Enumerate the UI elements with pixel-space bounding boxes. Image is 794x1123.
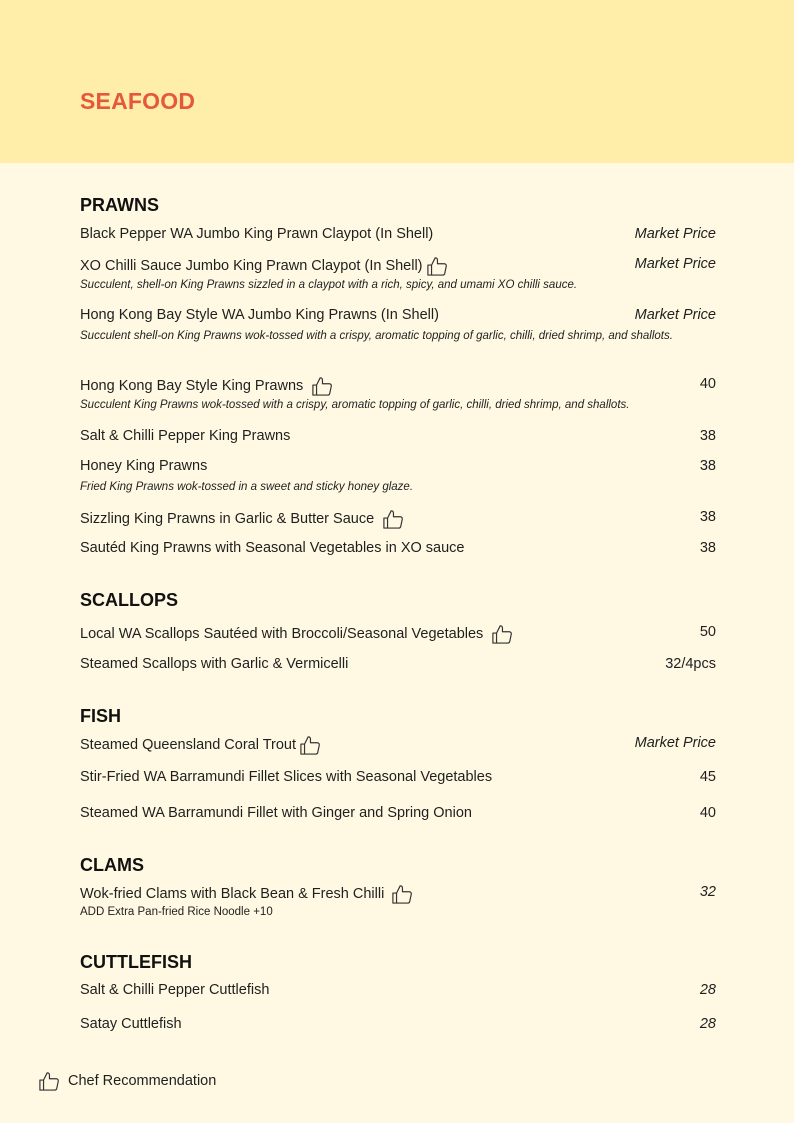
item-price: 32/4pcs xyxy=(665,656,716,672)
item-name: Sautéd King Prawns with Seasonal Vegetables in XO sauce xyxy=(80,540,465,556)
item-name: Steamed Scallops with Garlic & Vermicelli xyxy=(80,656,349,672)
item-name: Stir-Fried WA Barramundi Fillet Slices with Seasonal Vegetables xyxy=(80,769,493,785)
item-price: Market Price xyxy=(634,307,716,323)
item-price: 50 xyxy=(699,624,716,640)
item-name-with-icon xyxy=(80,735,321,755)
menu-item xyxy=(80,982,716,1002)
section-title-prawns: PRAWNS xyxy=(80,195,160,215)
item-description: Succulent King Prawns wok-tossed with a crispy, aromatic topping of garlic, chilli, dried shrimp, and shallots. xyxy=(80,399,630,411)
item-name: Sizzling King Prawns in Garlic & Butter Sauce xyxy=(80,511,375,527)
thumbs-up-icon xyxy=(299,735,321,755)
thumbs-up-icon xyxy=(311,376,333,396)
menu-item xyxy=(80,884,716,918)
item-description: Fried King Prawns wok-tossed in a sweet and sticky honey glaze. xyxy=(80,481,414,493)
item-note: ADD Extra Pan-fried Rice Noodle +10 xyxy=(80,906,273,918)
menu-item xyxy=(80,376,716,414)
item-name: Steamed WA Barramundi Fillet with Ginger and Spring Onion xyxy=(80,805,472,821)
item-price: Market Price xyxy=(634,226,716,242)
item-name: Satay Cuttlefish xyxy=(80,1016,182,1032)
item-price: Market Price xyxy=(634,256,716,272)
item-description: Succulent, shell-on King Prawns sizzled in a claypot with a rich, spicy, and umami XO chilli sauce. xyxy=(80,279,578,291)
menu-item xyxy=(80,256,716,294)
menu-item xyxy=(80,540,716,560)
item-name: Wok-fried Clams with Black Bean & Fresh Chilli xyxy=(80,886,385,902)
item-name: Salt & Chilli Pepper Cuttlefish xyxy=(80,982,270,998)
item-name-with-icon xyxy=(80,256,448,276)
item-price: 38 xyxy=(699,428,716,444)
menu-item xyxy=(80,307,716,345)
item-name: Honey King Prawns xyxy=(80,458,208,474)
legend-label: Chef Recommendation xyxy=(68,1073,217,1089)
item-name: Steamed Queensland Coral Trout xyxy=(80,737,297,753)
item-price: 32 xyxy=(699,884,716,900)
item-price: 38 xyxy=(699,540,716,556)
menu-item xyxy=(80,805,716,825)
thumbs-up-icon xyxy=(426,256,448,276)
page-title: SEAFOOD xyxy=(80,88,196,114)
item-price: 38 xyxy=(699,509,716,525)
menu-item xyxy=(80,656,716,676)
item-name: Hong Kong Bay Style King Prawns xyxy=(80,378,304,394)
item-price: 40 xyxy=(699,805,716,821)
item-price: 45 xyxy=(699,769,716,785)
legend xyxy=(38,1071,216,1091)
thumbs-up-icon xyxy=(382,509,404,529)
item-name-with-icon xyxy=(80,376,333,396)
menu-item xyxy=(80,428,716,448)
thumbs-up-icon xyxy=(391,884,413,904)
item-name-with-icon xyxy=(80,624,513,644)
item-name: Salt & Chilli Pepper King Prawns xyxy=(80,428,291,444)
section-title-fish: FISH xyxy=(80,706,122,726)
item-description: Succulent shell-on King Prawns wok-tossed with a crispy, aromatic topping of garlic, chilli, dried shrimp, and shallots. xyxy=(80,330,673,342)
menu-item xyxy=(80,1016,716,1036)
item-price: 28 xyxy=(699,1016,716,1032)
item-name: Hong Kong Bay Style WA Jumbo King Prawns (In Shell) xyxy=(80,307,439,323)
menu-item xyxy=(80,769,716,789)
item-price: 40 xyxy=(699,376,716,392)
menu-item xyxy=(80,624,716,644)
item-name-with-icon xyxy=(80,884,413,904)
thumbs-up-icon xyxy=(491,624,513,644)
item-price: Market Price xyxy=(634,735,716,751)
menu-item xyxy=(80,226,716,246)
item-name: XO Chilli Sauce Jumbo King Prawn Claypot (In Shell) xyxy=(80,258,423,274)
thumbs-up-icon xyxy=(38,1071,60,1091)
item-name-with-icon xyxy=(80,509,404,529)
menu-item xyxy=(80,509,716,529)
item-price: 28 xyxy=(699,982,716,998)
section-title-cuttlefish: CUTTLEFISH xyxy=(80,952,192,972)
section-title-clams: CLAMS xyxy=(80,855,144,875)
menu-item xyxy=(80,735,716,755)
menu-item xyxy=(80,458,716,496)
item-price: 38 xyxy=(699,458,716,474)
item-name: Local WA Scallops Sautéed with Broccoli/Seasonal Vegetables xyxy=(80,626,484,642)
section-title-scallops: SCALLOPS xyxy=(80,590,179,610)
item-name: Black Pepper WA Jumbo King Prawn Claypot (In Shell) xyxy=(80,226,434,242)
